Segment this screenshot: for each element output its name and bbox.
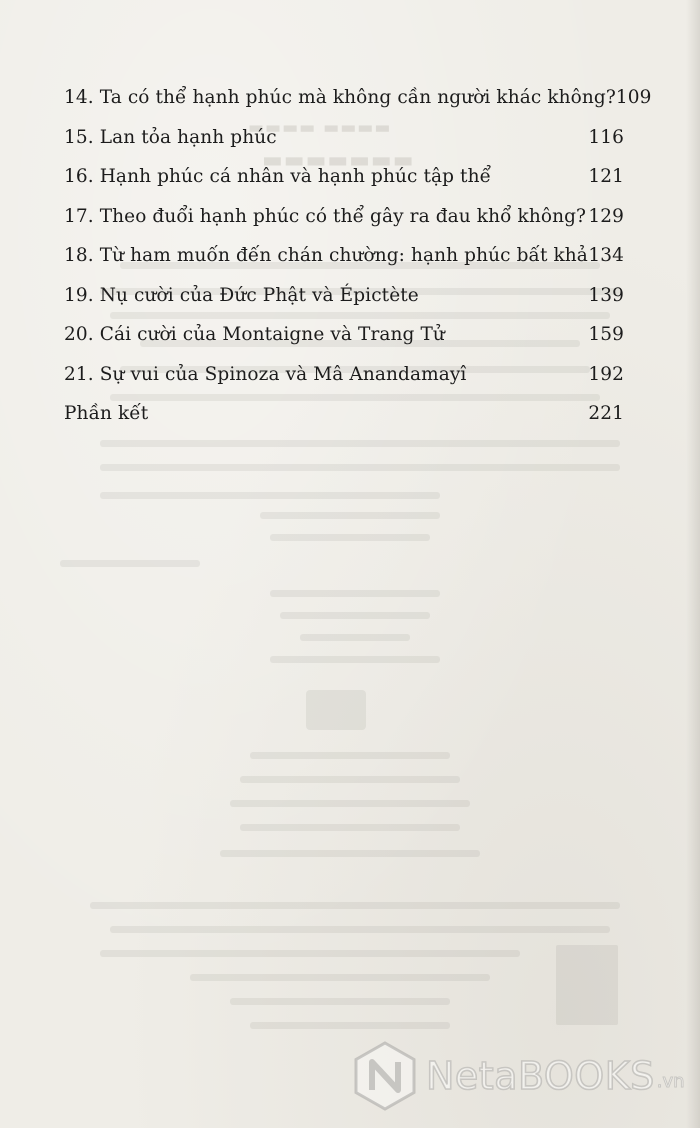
ghost-line [230, 998, 450, 1005]
toc-entry [64, 394, 624, 434]
ghost-line [240, 824, 460, 831]
toc-entry-page: 192 [588, 363, 624, 385]
toc-entry-page: 109 [615, 87, 652, 108]
toc-entry-page: 221 [588, 403, 624, 424]
toc-entry-title: 20. Cái cười của Montaigne và Trang Tử [64, 324, 445, 345]
ghost-line [100, 464, 620, 471]
ghost-heading: ▬▬▬▬▬▬▬ [262, 148, 415, 173]
ghost-line [90, 902, 620, 909]
ghost-line [230, 800, 470, 807]
ghost-line [100, 492, 440, 499]
ghost-line [250, 752, 450, 759]
ghost-line [306, 690, 366, 730]
ghost-line [270, 590, 440, 597]
toc-entry-title: 21. Sự vui của Spinoza và Mâ Anandamayî [64, 363, 467, 385]
toc-entry-title: 15. Lan tỏa hạnh phúc [64, 126, 277, 148]
ghost-line [110, 926, 610, 933]
toc-entry-title: 18. Từ ham muốn đến chán chường: hạnh phúc bất khả [64, 245, 588, 266]
toc-entry [64, 276, 624, 316]
toc-entry-page: 129 [588, 205, 624, 227]
toc-entry [64, 197, 624, 237]
toc-entry [64, 355, 624, 395]
toc-entry-title: 17. Theo đuổi hạnh phúc có thể gây ra đau khổ không? [64, 205, 587, 227]
ghost-line [270, 656, 440, 663]
toc-entry-title: 14. Ta có thể hạnh phúc mà không cần người khác không? [64, 87, 616, 108]
toc-entry [64, 118, 624, 158]
toc-entry-page: 116 [588, 126, 624, 148]
watermark [352, 1040, 685, 1112]
ghost-line [300, 634, 410, 641]
ghost-qr [556, 945, 618, 1025]
ghost-line [220, 850, 480, 857]
ghost-line [100, 950, 520, 957]
ghost-line [280, 612, 430, 619]
toc-entry-title: 19. Nụ cười của Đức Phật và Épictète [64, 284, 419, 306]
toc-entry [64, 157, 624, 197]
ghost-line [240, 776, 460, 783]
ghost-line [190, 974, 490, 981]
toc-entry-title: Phần kết [64, 403, 149, 424]
netabooks-logo-icon [352, 1040, 418, 1112]
ghost-line [270, 534, 430, 541]
toc-entry [64, 236, 624, 276]
ghost-line [60, 560, 200, 567]
toc-entry-page: 139 [588, 284, 624, 306]
ghost-heading: ▬▬▬▬ ▬▬▬▬ [248, 118, 392, 138]
toc-entry-page: 134 [588, 245, 624, 266]
toc-entry-title: 16. Hạnh phúc cá nhân và hạnh phúc tập thể [64, 166, 492, 187]
page-edge-shadow [686, 0, 700, 1128]
ghost-line [100, 440, 620, 447]
watermark-brand: NetaBOOKS [426, 1054, 655, 1098]
toc-entry [64, 315, 624, 355]
watermark-suffix: .vn [656, 1071, 685, 1092]
table-of-contents [64, 78, 652, 434]
toc-entry [64, 78, 652, 118]
toc-entry-page: 159 [588, 324, 624, 345]
toc-entry-page: 121 [588, 166, 624, 187]
ghost-line [250, 1022, 450, 1029]
ghost-line [260, 512, 440, 519]
